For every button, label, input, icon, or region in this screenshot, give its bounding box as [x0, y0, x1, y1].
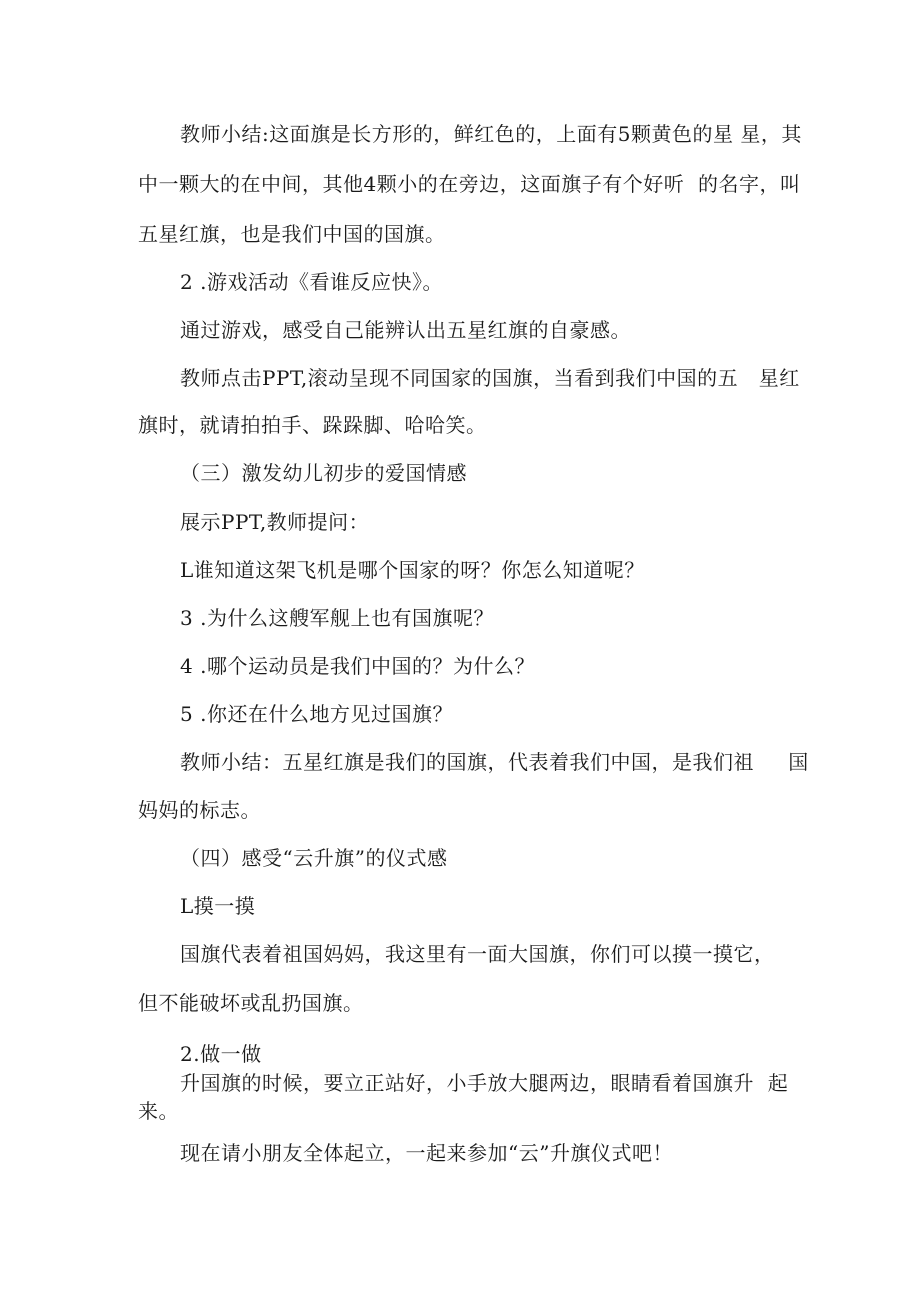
paragraph-line: L谁知道这架飞机是哪个国家的呀？你怎么知道呢？	[180, 558, 645, 582]
paragraph-line: 旗时，就请拍拍手、跺跺脚、哈哈笑。	[138, 413, 487, 437]
paragraph-line: 国旗代表着祖国妈妈，我这里有一面大国旗，你们可以摸一摸它，	[180, 942, 775, 966]
paragraph-line: 但不能破坏或乱扔国旗。	[138, 991, 364, 1015]
paragraph-line: 3 .为什么这艘军舰上也有国旗呢？	[180, 606, 494, 630]
paragraph-line: 妈妈的标志。	[138, 798, 261, 822]
section-heading: （三）激发幼儿初步的爱国情感	[180, 461, 467, 485]
paragraph-line: 5 .你还在什么地方见过国旗？	[180, 702, 453, 726]
paragraph-line: 来。	[138, 1099, 179, 1123]
paragraph-line: 现在请小朋友全体起立，一起来参加“云”升旗仪式吧！	[180, 1141, 673, 1165]
paragraph-line: 展示PPT,教师提问：	[180, 510, 370, 534]
paragraph-line: 教师小结：五星红旗是我们的国旗，代表着我们中国，是我们祖 国	[180, 750, 809, 774]
paragraph-line: L摸一摸	[180, 894, 256, 918]
paragraph-line: 教师点击PPT,滚动呈现不同国家的国旗，当看到我们中国的五 星红	[180, 366, 800, 390]
paragraph-line: 升国旗的时候，要立正站好，小手放大腿两边，眼睛看着国旗升 起	[180, 1071, 789, 1095]
paragraph-line: 五星红旗，也是我们中国的国旗。	[138, 222, 446, 246]
paragraph-line: 通过游戏，感受自己能辨认出五星红旗的自豪感。	[180, 318, 631, 342]
section-heading: （四）感受“云升旗”的仪式感	[180, 846, 448, 870]
paragraph-line: 中一颗大的在中间，其他4颗小的在旁边，这面旗子有个好听 的名字，叫	[138, 172, 801, 196]
paragraph-line: 教师小结:这面旗是长方形的，鲜红色的，上面有5颗黄色的星 星，其	[180, 122, 802, 146]
paragraph-line: 2 .游戏活动《看谁反应快》。	[180, 270, 443, 294]
paragraph-line: 2.做一做	[180, 1042, 262, 1066]
paragraph-line: 4 .哪个运动员是我们中国的？为什么？	[180, 654, 535, 678]
